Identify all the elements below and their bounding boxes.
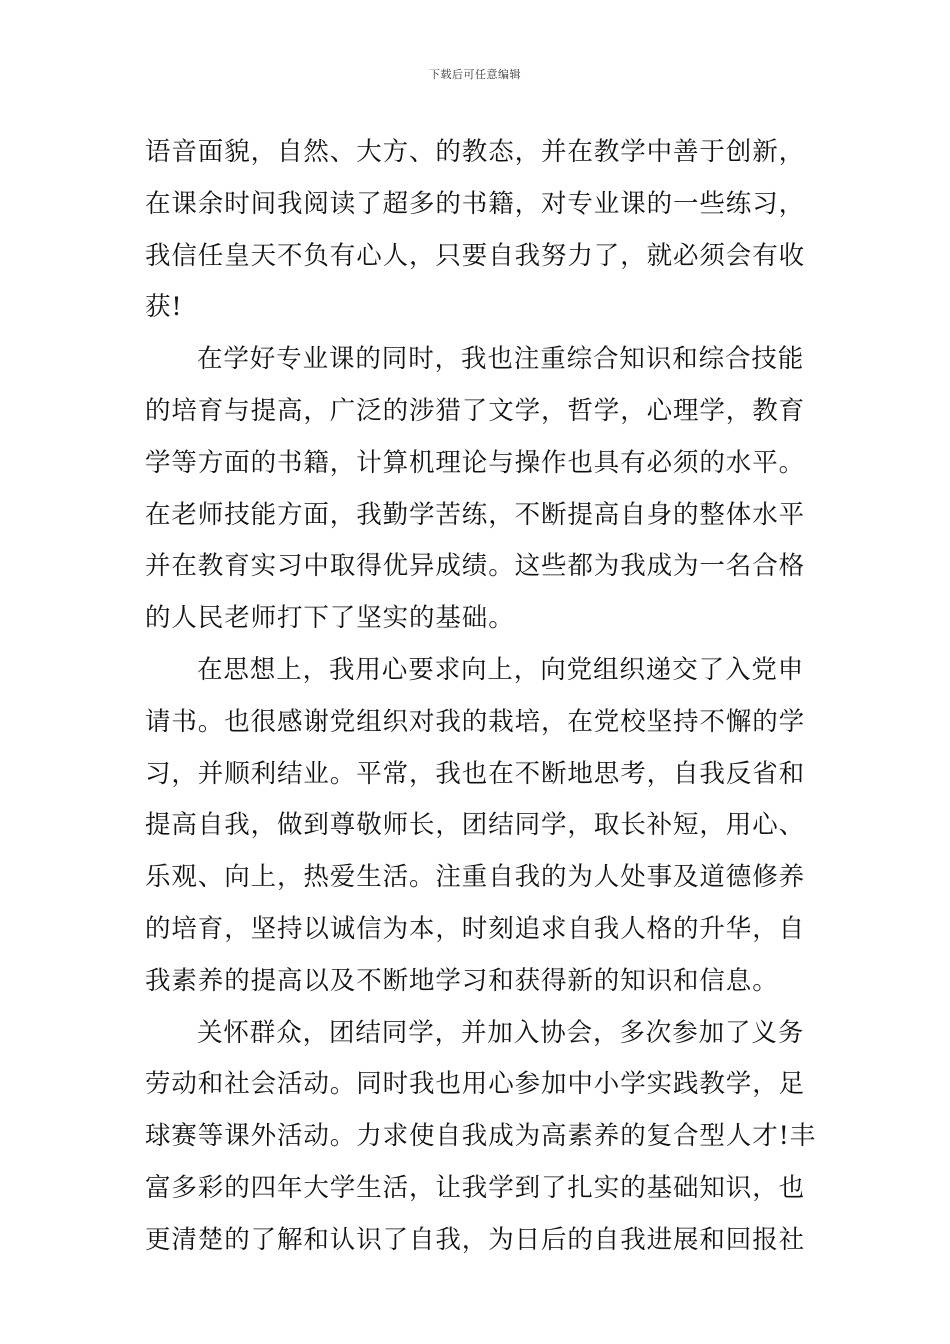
page-header-note: 下载后可任意编辑 bbox=[429, 68, 521, 81]
text-line: 在老师技能方面，我勤学苦练，不断提高自身的整体水平 bbox=[145, 499, 806, 530]
text-line: 的人民老师打下了坚实的基础。 bbox=[145, 603, 515, 634]
text-line: 提高自我，做到尊敬师长，团结同学，取长补短，用心、 bbox=[145, 810, 806, 841]
text-line: 的培育，坚持以诚信为本，时刻追求自我人格的升华，自 bbox=[145, 913, 806, 944]
text-line: 学等方面的书籍，计算机理论与操作也具有必须的水平。 bbox=[145, 447, 806, 478]
text-line: 富多彩的四年大学生活，让我学到了扎实的基础知识，也 bbox=[145, 1172, 806, 1203]
text-line: 在课余时间我阅读了超多的书籍，对专业课的一些练习， bbox=[145, 188, 806, 219]
text-line: 在学好专业课的同时，我也注重综合知识和综合技能 bbox=[197, 344, 805, 375]
paragraph-1 bbox=[145, 130, 810, 337]
text-line: 球赛等课外活动。力求使自我成为高素养的复合型人才!丰 bbox=[145, 1121, 817, 1152]
text-line: 并在教育实习中取得优异成绩。这些都为我成为一名合格 bbox=[145, 551, 806, 582]
text-line: 乐观、向上，热爱生活。注重自我的为人处事及道德修养 bbox=[145, 862, 806, 893]
text-line: 语音面貌，自然、大方、的教态，并在教学中善于创新， bbox=[145, 137, 806, 167]
text-line: 我素养的提高以及不断地学习和获得新的知识和信息。 bbox=[145, 965, 779, 996]
document-body bbox=[145, 130, 817, 1270]
text-line: 在思想上，我用心要求向上，向党组织递交了入党申 bbox=[197, 654, 805, 685]
paragraph-2 bbox=[145, 337, 810, 648]
text-line: 习，并顺利结业。平常，我也在不断地思考，自我反省和 bbox=[145, 758, 806, 789]
text-line: 获! bbox=[145, 292, 183, 323]
text-line: 劳动和社会活动。同时我也用心参加中小学实践教学，足 bbox=[145, 1069, 806, 1100]
text-line: 请书。也很感谢党组织对我的栽培，在党校坚持不懈的学 bbox=[145, 706, 806, 737]
text-line: 的培育与提高，广泛的涉猎了文学，哲学，心理学，教育 bbox=[145, 395, 806, 426]
text-line: 我信任皇天不负有心人，只要自我努力了，就必须会有收 bbox=[145, 240, 806, 271]
text-line: 更清楚的了解和认识了自我，为日后的自我进展和回报社 bbox=[145, 1224, 806, 1255]
paragraph-4 bbox=[145, 1011, 817, 1270]
text-line: 关怀群众，团结同学，并加入协会，多次参加了义务 bbox=[197, 1017, 805, 1048]
paragraph-3 bbox=[145, 648, 810, 1011]
